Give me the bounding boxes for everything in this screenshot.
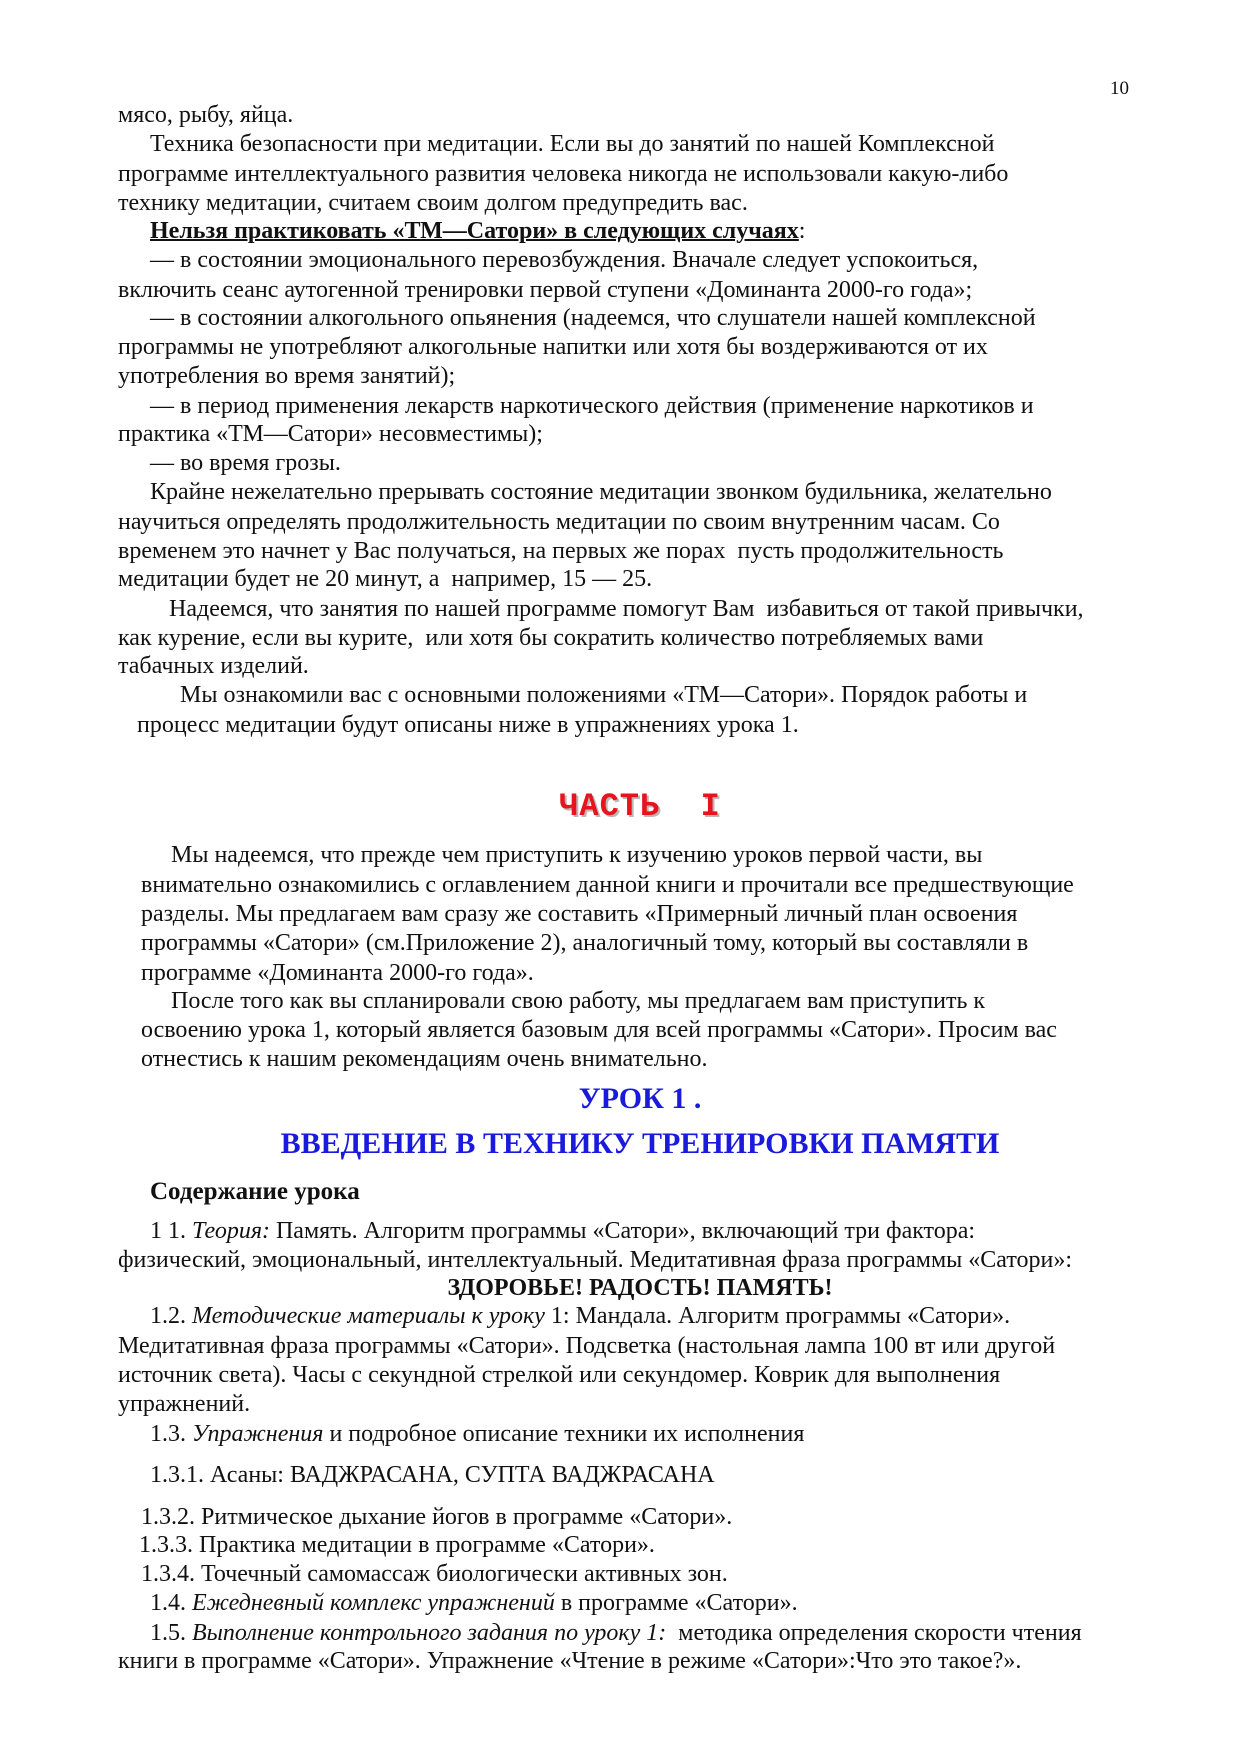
paragraph-line: Надеемся, что занятия по нашей программе помогут Вам избавиться от такой привычки, [169,596,1084,622]
contents-item: 1.3.1. Асаны: ВАДЖРАСАНА, СУПТА ВАДЖРАСАНА [150,1462,715,1488]
item-number: 1.2. [150,1303,192,1329]
contents-item: 1.3.2. Ритмическое дыхание йогов в программе «Сатори». [141,1504,733,1530]
paragraph-line: как курение, если вы курите, или хотя бы сократить количество потребляемых вами [118,625,984,651]
item-text: и подробное описание техники их исполнения [323,1421,805,1447]
paragraph-line: технику медитации, считаем своим долгом предупредить вас. [118,190,748,216]
paragraph-line: Мы надеемся, что прежде чем приступить к изучению уроков первой части, вы [171,842,983,868]
paragraph-line: Медитативная фраза программы «Сатори». Подсветка (настольная лампа 100 вт или другой [118,1333,1056,1359]
item-text: в программе «Сатори». [554,1590,798,1616]
contents-heading: Содержание урока [150,1178,360,1205]
paragraph-line: медитации будет не 20 минут, а например, 15 — 25. [118,566,653,592]
warning-heading [150,216,805,246]
paragraph-line: освоению урока 1, который является базовым для всей программы «Сатори». Просим вас [141,1017,1057,1043]
item-label: Ежедневный комплекс упражнений [192,1590,555,1616]
paragraph-line: источник света). Часы с секундной стрелкой или секундомер. Коврик для выполнения [118,1362,1001,1388]
list-item: — во время грозы. [150,450,341,476]
item-number: 1.4. [150,1590,192,1616]
colon: : [798,218,806,244]
contents-item [150,1301,1010,1331]
contents-item [150,1588,798,1618]
item-number: 1 1. [150,1218,192,1244]
paragraph-line: физический, эмоциональный, интеллектуальный. Медитативная фраза программы «Сатори»: [118,1247,1072,1273]
contents-item [150,1216,975,1246]
list-item: — в состоянии алкогольного опьянения (надеемся, что слушатели нашей комплексной [150,305,1036,331]
paragraph-line: программе «Доминанта 2000-го года». [141,960,534,986]
paragraph-line: программе интеллектуального развития человека никогда не использовали какую-либо [118,161,1009,187]
paragraph-line: разделы. Мы предлагаем вам сразу же составить «Примерный личный план освоения [141,901,1018,927]
item-label: Выполнение контрольного задания по уроку 1: [192,1620,667,1646]
paragraph-line: включить сеанс аутогенной тренировки первой ступени «Доминанта 2000-го года»; [118,277,973,303]
item-text: Память. Алгоритм программы «Сатори», включающий три фактора: [269,1218,976,1244]
paragraph-line: Крайне нежелательно прерывать состояние медитации звонком будильника, желательно [150,479,1052,505]
paragraph-line: внимательно ознакомились с оглавлением данной книги и прочитали все предшествующие [141,872,1074,898]
meditation-phrase: ЗДОРОВЬЕ! РАДОСТЬ! ПАМЯТЬ! [447,1275,833,1301]
warning-heading-text: Нельзя практиковать «ТМ—Сатори» в следующих случаях [150,218,799,244]
lesson-title: УРОК 1 . [578,1082,702,1115]
item-number: 1.5. [150,1620,192,1646]
paragraph-line: временем это начнет у Вас получаться, на первых же порах пусть продолжительность [118,538,1004,564]
contents-item [150,1419,804,1449]
paragraph-line: программы не употребляют алкогольные напитки или хотя бы воздерживаются от их [118,334,988,360]
paragraph-line: процесс медитации будут описаны ниже в упражнениях урока 1. [137,712,799,738]
paragraph-line: табачных изделий. [118,653,309,679]
item-label: Упражнения [192,1421,324,1447]
part-heading: ЧАСТЬ I [559,788,721,825]
paragraph-line: употребления во время занятий); [118,363,456,389]
list-item: — в период применения лекарств наркотического действия (применение наркотиков и [150,393,1034,419]
paragraph-line: практика «ТМ—Сатори» несовместимы); [118,421,543,447]
list-item: — в состоянии эмоционального перевозбуждения. Вначале следует успокоиться, [150,247,979,273]
item-number: 1.3. [150,1421,192,1447]
contents-item [150,1618,1082,1648]
page-number: 10 [1110,78,1129,99]
lesson-subtitle: ВВЕДЕНИЕ В ТЕХНИКУ ТРЕНИРОВКИ ПАМЯТИ [280,1127,1000,1160]
paragraph-line: отнестись к нашим рекомендациям очень внимательно. [141,1046,708,1072]
paragraph-line: упражнений. [118,1391,251,1417]
contents-item: 1.3.3. Практика медитации в программе «Сатори». [139,1532,655,1558]
contents-item: 1.3.4. Точечный самомассаж биологически активных зон. [141,1561,728,1587]
paragraph-line: книги в программе «Сатори». Упражнение «Чтение в режиме «Сатори»:Что это такое?». [118,1648,1022,1674]
paragraph-line: Мы ознакомили вас с основными положениями «ТМ—Сатори». Порядок работы и [180,682,1028,708]
item-label: Методические материалы к уроку [192,1303,545,1329]
paragraph-line: После того как вы спланировали свою работу, мы предлагаем вам приступить к [171,988,986,1014]
paragraph-line: научиться определять продолжительность медитации по своим внутренним часам. Со [118,509,1000,535]
paragraph-line: Техника безопасности при медитации. Если вы до занятий по нашей Комплексной [150,131,995,157]
item-text: методика определения скорости чтения [666,1620,1082,1646]
item-label: Теория: [192,1218,270,1244]
paragraph-line: программы «Сатори» (см.Приложение 2), аналогичный тому, который вы составляли в [141,930,1029,956]
item-text: 1: Мандала. Алгоритм программы «Сатори». [544,1303,1011,1329]
paragraph-line: мясо, рыбу, яйца. [118,102,294,128]
